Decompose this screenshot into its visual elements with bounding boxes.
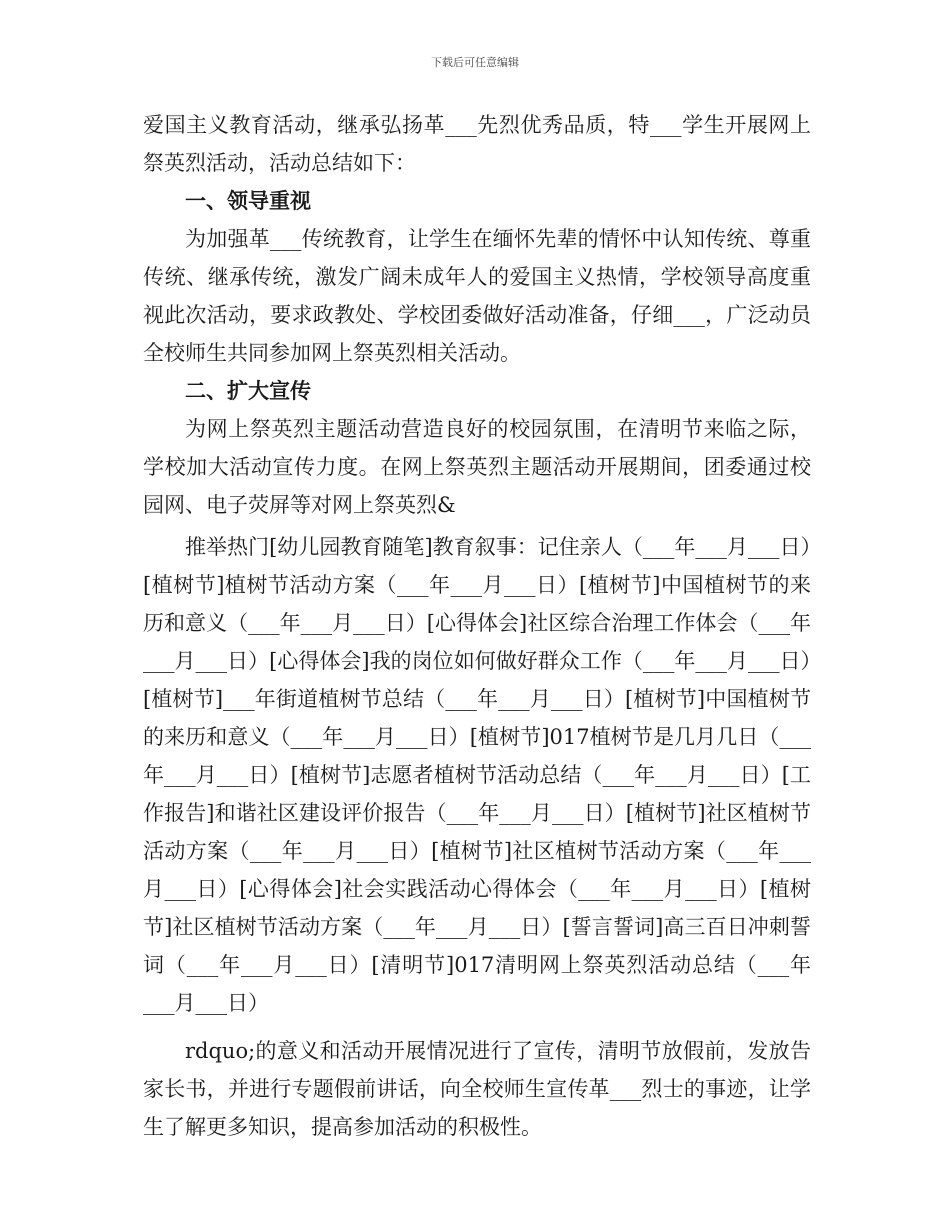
leadership-paragraph: 为加强革___传统教育，让学生在缅怀先辈的情怀中认知传统、尊重传统、继承传统，激发广阔未成年人的爱国主义热情，学校领导高度重视此次活动，要求政教处、学校团委做好活动准备，仔细___，广泛动员全校师生共同参加网上祭英烈相关活动。 <box>143 227 811 365</box>
section-heading-leadership: 一、领导重视 <box>185 189 311 213</box>
recommended-articles-paragraph: 推举热门[幼儿园教育随笔]教育叙事：记住亲人（___年___月___日）[植树节]植树节活动方案（___年___月___日）[植树节]中国植树节的来历和意义（___年___月___日）[心得体会]社区综合治理工作体会（___年___月___日）[心得体会]我的岗位如何做好群众工作（___年___月___日）[植树节]___年街道植树节总结（___年___月___日）[植树节]中国植树节的来历和意义（___年___月___日）[植树节]017植树节是几月几日（___年___月___日）[植树节]志愿者植树节活动总结（___年___月___日）[工作报告]和谐社区建设评价报告（___年___月___日）[植树节]社区植树节活动方案（___年___月___日）[植树节]社区植树节活动方案（___年___月___日）[心得体会]社会实践活动心得体会（___年___月___日）[植树节]社区植树节活动方案（___年___月___日）[誓言誓词]高三百日冲刺誓词（___年___月___日）[清明节]017清明网上祭英烈活动总结（___年___月___日） <box>143 535 811 1015</box>
publicity-paragraph: 为网上祭英烈主题活动营造良好的校园氛围，在清明节来临之际，学校加大活动宣传力度。在网上祭英烈主题活动开展期间，团委通过校园网、电子荧屏等对网上祭英烈& <box>143 417 811 517</box>
closing-paragraph: rdquo;的意义和活动开展情况进行了宣传，清明节放假前，发放告家长书，并进行专题假前讲话，向全校师生宣传革___烈士的事迹，让学生了解更多知识，提高参加活动的积极性。 <box>143 1039 811 1139</box>
intro-paragraph: 爱国主义教育活动，继承弘扬革___先烈优秀品质，特___学生开展网上祭英烈活动，活动总结如下： <box>143 113 811 175</box>
section-heading-publicity: 二、扩大宣传 <box>185 379 311 403</box>
page-header-note: 下载后可任意编辑 <box>431 56 519 69</box>
document-body <box>143 106 811 1146</box>
